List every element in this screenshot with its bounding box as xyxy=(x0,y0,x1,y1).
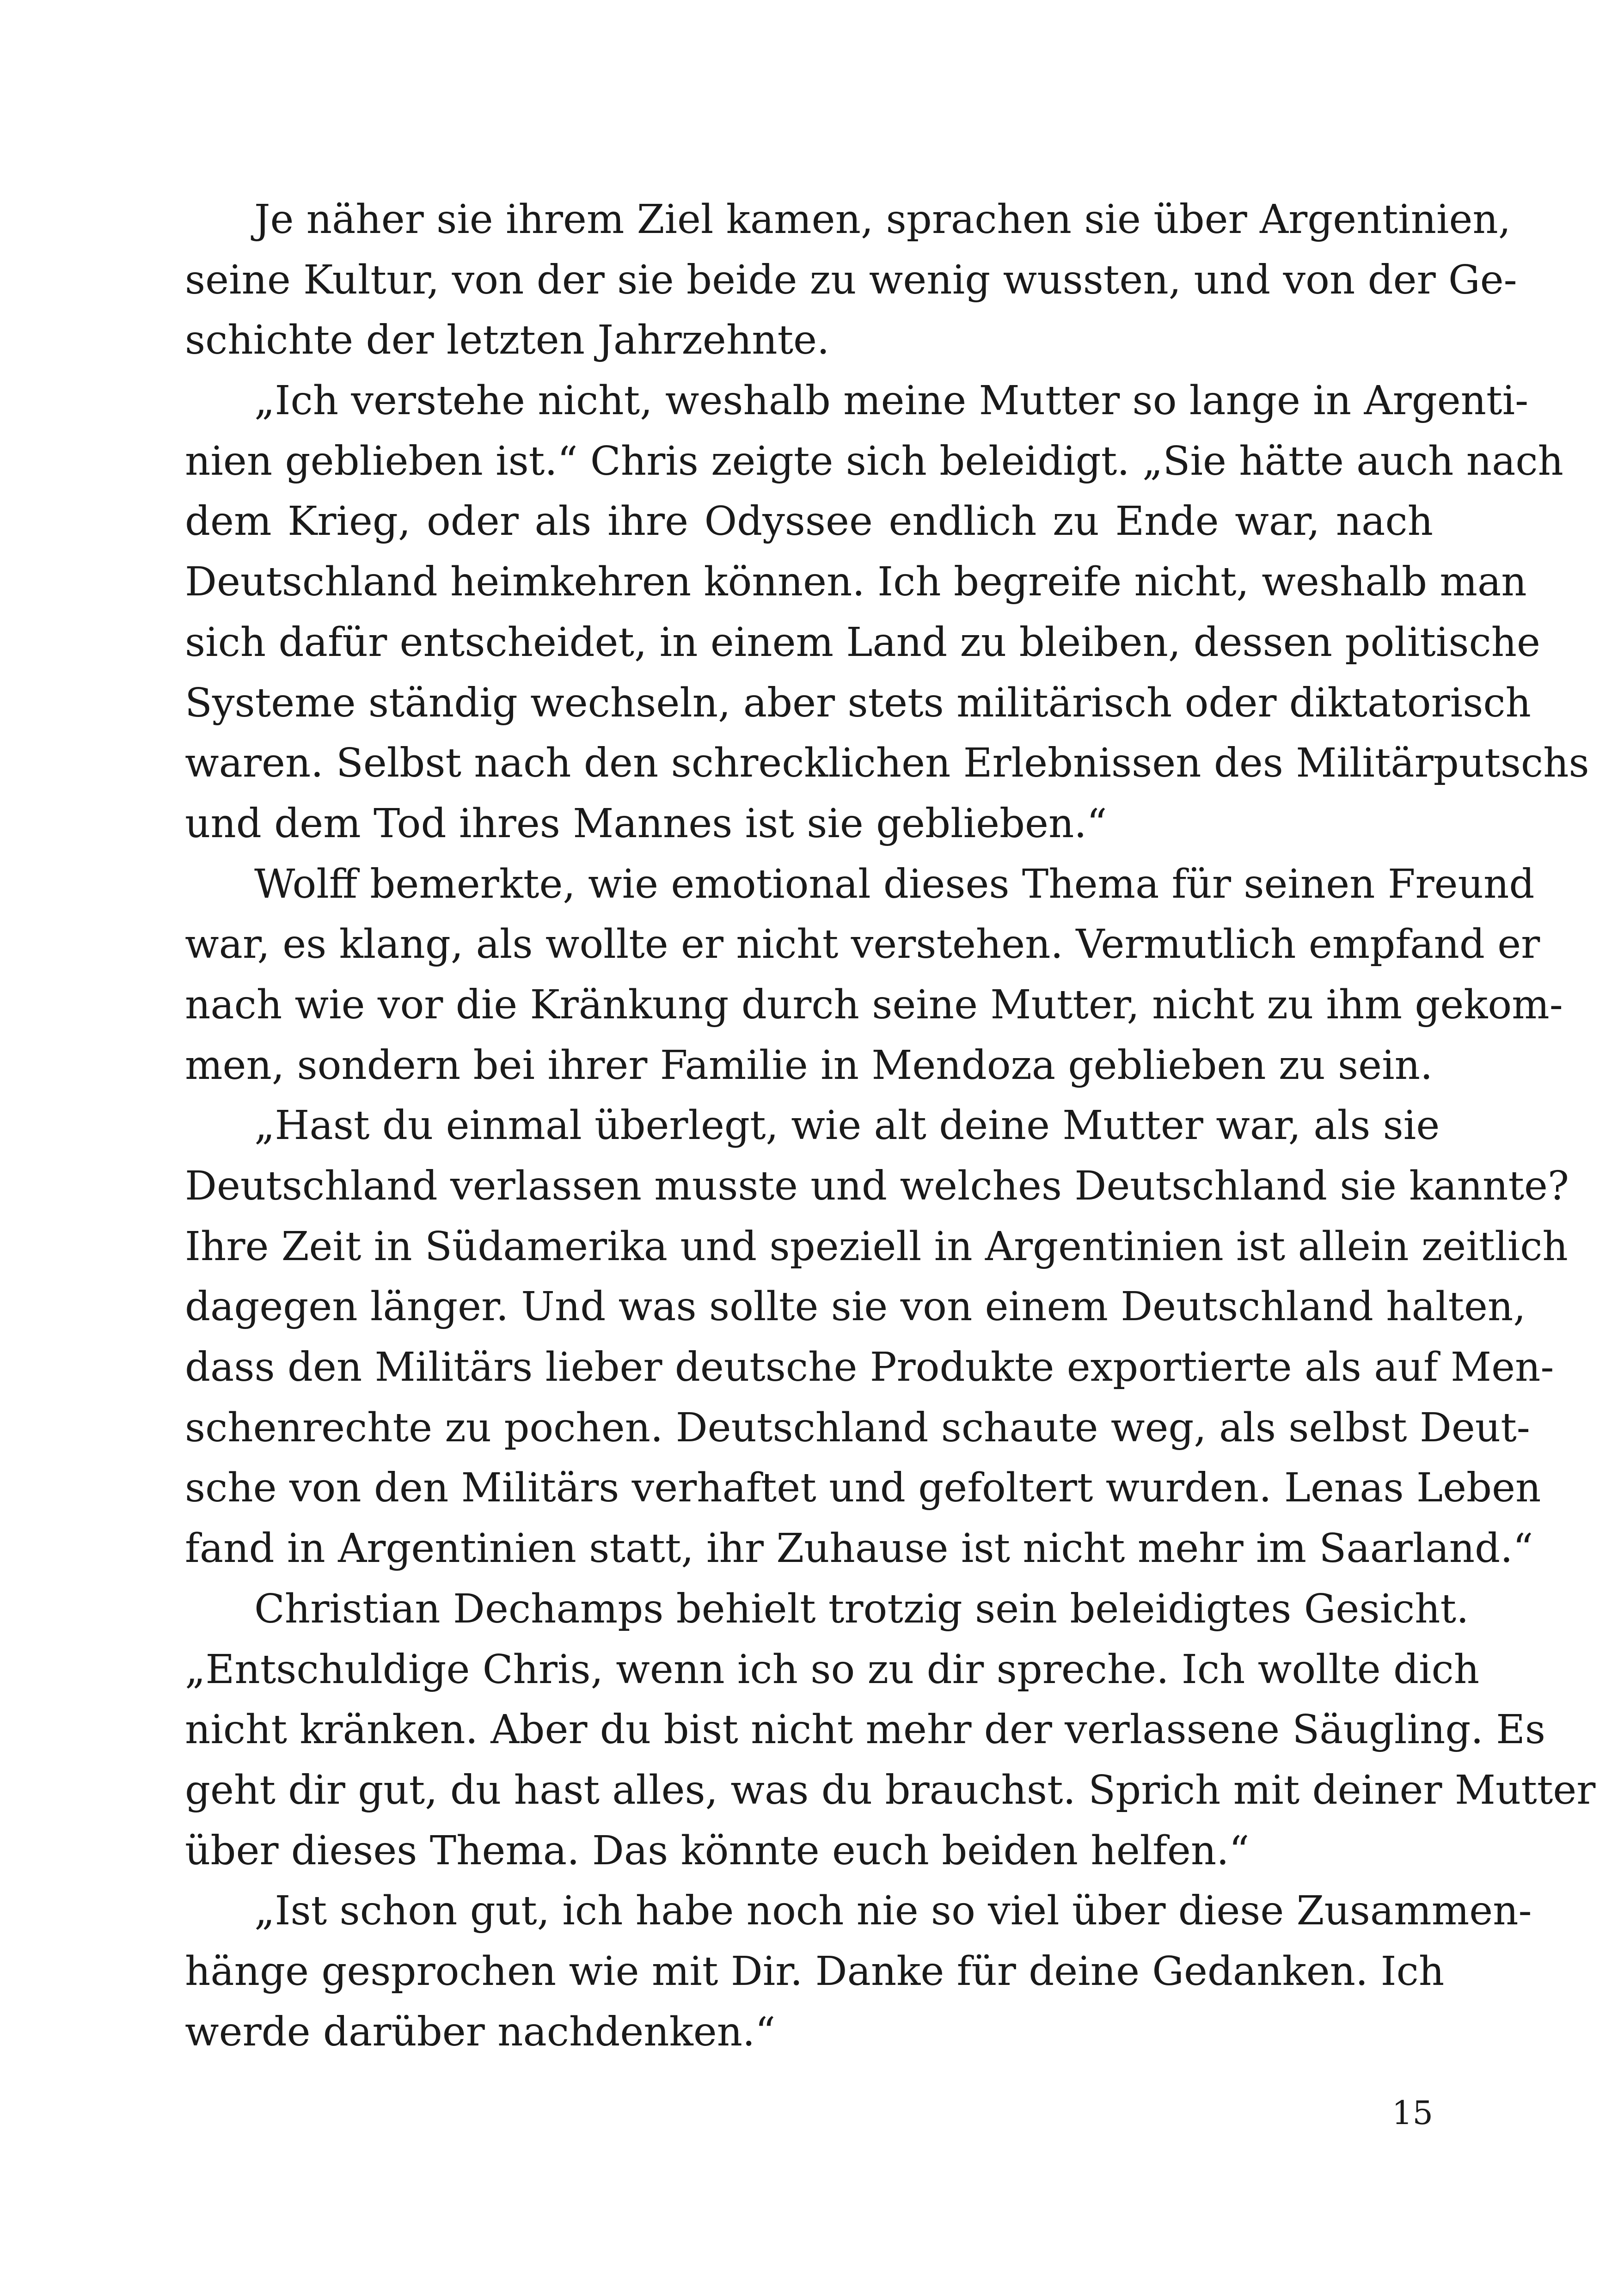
text-line: Deutschland verlassen musste und welches Deutschland sie kannte? xyxy=(185,1163,1569,1209)
text-line: seine Kultur, von der sie beide zu wenig wussten, und von der Ge- xyxy=(185,257,1517,303)
text-line: „Hast du einmal überlegt, wie alt deine Mutter war, als sie xyxy=(254,1102,1440,1149)
text-line: hänge gesprochen wie mit Dir. Danke für deine Gedanken. Ich xyxy=(185,1948,1445,1995)
text-line: schenrechte zu pochen. Deutschland schaute weg, als selbst Deut- xyxy=(185,1404,1530,1451)
paragraph xyxy=(185,371,1589,854)
text-line: über dieses Thema. Das könnte euch beiden helfen.“ xyxy=(185,1827,1250,1874)
text-line: Christian Dechamps behielt trotzig sein beleidigtes Gesicht. xyxy=(254,1586,1469,1632)
text-line: nicht kränken. Aber du bist nicht mehr der verlassene Säugling. Es xyxy=(185,1707,1545,1753)
text-line: geht dir gut, du hast alles, was du brauchst. Sprich mit deiner Mutter xyxy=(185,1767,1596,1813)
text-line: „Ich verstehe nicht, weshalb meine Mutter so lange in Argenti- xyxy=(254,378,1529,424)
text-line: men, sondern bei ihrer Familie in Mendoza geblieben zu sein. xyxy=(185,1042,1433,1089)
text-line: Systeme ständig wechseln, aber stets militärisch oder diktatorisch xyxy=(185,680,1531,726)
text-line: nach wie vor die Kränkung durch seine Mutter, nicht zu ihm gekom- xyxy=(185,981,1563,1028)
text-line: „Entschuldige Chris, wenn ich so zu dir spreche. Ich wollte dich xyxy=(185,1646,1480,1693)
text-line: „Ist schon gut, ich habe noch nie so viel über diese Zusammen- xyxy=(254,1888,1532,1935)
text-line: dass den Militärs lieber deutsche Produkte exportierte als auf Men- xyxy=(185,1344,1554,1391)
paragraph xyxy=(185,190,1517,371)
paragraph xyxy=(185,854,1563,1096)
text-line: dem Krieg, oder als ihre Odyssee endlich zu Ende war, nach xyxy=(185,498,1433,545)
text-line: war, es klang, als wollte er nicht verstehen. Vermutlich empfand er xyxy=(185,921,1540,968)
text-line: und dem Tod ihres Mannes ist sie geblieben.“ xyxy=(185,800,1107,847)
text-line: sche von den Militärs verhaftet und gefoltert wurden. Lenas Leben xyxy=(185,1465,1541,1512)
page-number: 15 xyxy=(1391,2094,1433,2132)
text-line: werde darüber nachdenken.“ xyxy=(185,2008,776,2055)
paragraph xyxy=(185,1096,1569,1579)
paragraph xyxy=(185,1881,1532,2062)
paragraph xyxy=(185,1579,1596,1881)
text-line: Deutschland heimkehren können. Ich begreife nicht, weshalb man xyxy=(185,559,1527,606)
text-line: Ihre Zeit in Südamerika und speziell in Argentinien ist allein zeitlich xyxy=(185,1223,1568,1270)
text-line: Je näher sie ihrem Ziel kamen, sprachen sie über Argentinien, xyxy=(254,196,1511,243)
text-line: schichte der letzten Jahrzehnte. xyxy=(185,317,830,364)
text-line: Wolff bemerkte, wie emotional dieses Thema für seinen Freund xyxy=(254,861,1535,907)
text-line: nien geblieben ist.“ Chris zeigte sich beleidigt. „Sie hätte auch nach xyxy=(185,438,1563,484)
body-text xyxy=(185,190,1596,2062)
text-line: dagegen länger. Und was sollte sie von einem Deutschland halten, xyxy=(185,1284,1526,1330)
text-line: waren. Selbst nach den schrecklichen Erlebnissen des Militärputschs xyxy=(185,740,1589,787)
text-line: sich dafür entscheidet, in einem Land zu bleiben, dessen politische xyxy=(185,619,1540,666)
text-line: fand in Argentinien statt, ihr Zuhause ist nicht mehr im Saarland.“ xyxy=(185,1525,1533,1572)
